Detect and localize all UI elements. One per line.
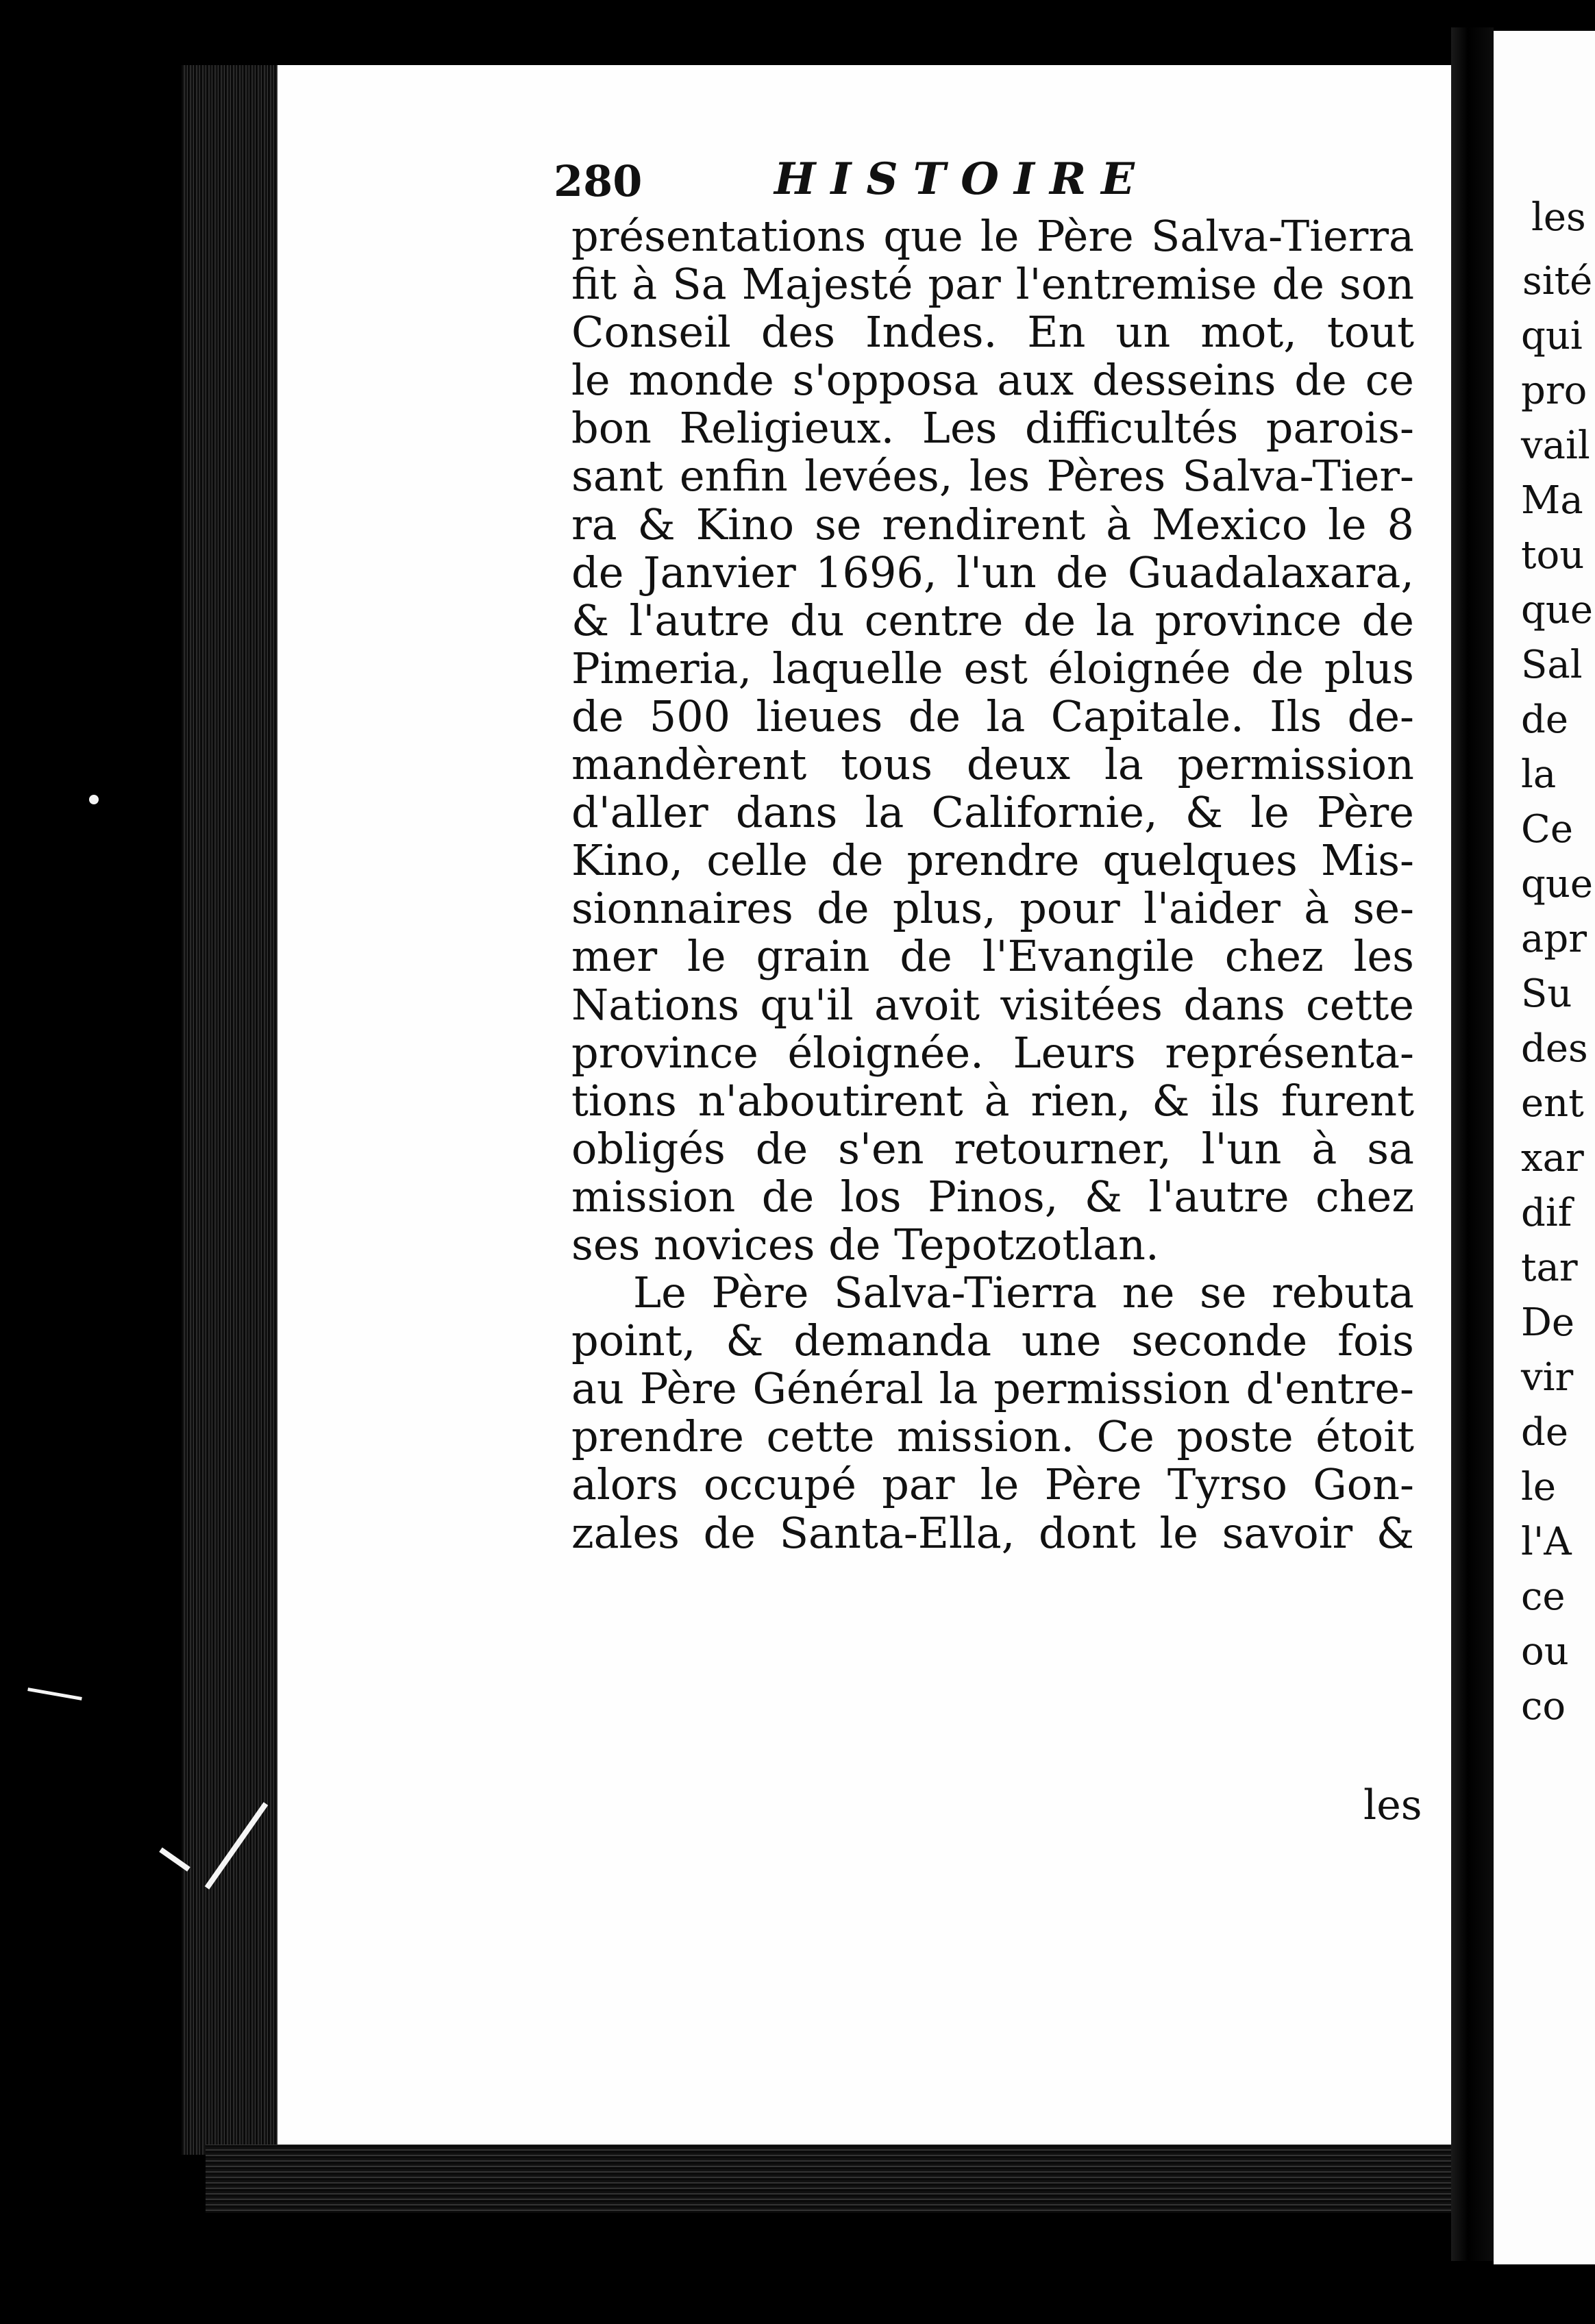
facing-page-fragment: co bbox=[1521, 1684, 1566, 1729]
facing-page-fragment: De bbox=[1521, 1300, 1575, 1345]
text-line: mandèrent tous deux la permission bbox=[571, 739, 1414, 790]
book-gutter bbox=[1451, 27, 1494, 2261]
facing-page-fragment: de bbox=[1521, 1410, 1568, 1455]
facing-page-fragment: que bbox=[1521, 862, 1594, 906]
catchword: les bbox=[1363, 1781, 1422, 1829]
text-line: Kino, celle de prendre quelques Mis- bbox=[571, 835, 1414, 886]
facing-page-fragment: tar bbox=[1521, 1246, 1578, 1290]
text-line: province éloignée. Leurs représenta- bbox=[571, 1027, 1414, 1078]
text-line: mission de los Pinos, & l'autre chez bbox=[571, 1171, 1414, 1222]
facing-page-fragment: que bbox=[1521, 588, 1594, 632]
facing-page-fragment: l'A bbox=[1521, 1520, 1572, 1564]
text-line: le monde s'opposa aux desseins de ce bbox=[571, 355, 1414, 406]
text-line: tions n'aboutirent à rien, & ils furent bbox=[571, 1075, 1414, 1126]
facing-page-fragment: dif bbox=[1521, 1191, 1572, 1235]
facing-page-fragment: le bbox=[1521, 1465, 1557, 1509]
facing-page-fragment: pro bbox=[1521, 369, 1587, 413]
body-text bbox=[571, 212, 1414, 1557]
facing-page-fragment: sité bbox=[1522, 259, 1593, 304]
text-line: Le Père Salva-Tierra ne se rebuta bbox=[633, 1268, 1414, 1318]
text-line: prendre cette mission. Ce poste étoit bbox=[571, 1411, 1414, 1462]
facing-page-fragment: Sal bbox=[1521, 643, 1583, 687]
text-line: Conseil des Indes. En un mot, tout bbox=[571, 307, 1414, 358]
facing-page-fragment: la bbox=[1521, 752, 1557, 797]
text-line: ra & Kino se rendirent à Mexico le 8 bbox=[571, 499, 1414, 549]
text-line: point, & demanda une seconde fois bbox=[571, 1315, 1414, 1366]
facing-page-fragment: tou bbox=[1521, 533, 1585, 578]
facing-page-fragment: vail bbox=[1521, 423, 1590, 468]
facing-page-fragment: des bbox=[1521, 1026, 1588, 1071]
scan-artifact bbox=[89, 795, 99, 804]
facing-page-fragment: Ma bbox=[1521, 478, 1583, 523]
text-line: zales de Santa-Ella, dont le savoir & bbox=[571, 1507, 1414, 1558]
page-number: 280 bbox=[554, 156, 643, 206]
book-bottom-edge bbox=[206, 2144, 1452, 2213]
text-line: de Janvier 1696, l'un de Guadalaxara, bbox=[571, 547, 1414, 597]
text-line: de 500 lieues de la Capitale. Ils de- bbox=[571, 691, 1414, 741]
text-line: obligés de s'en retourner, l'un à sa bbox=[571, 1123, 1414, 1174]
facing-page-fragment: ent bbox=[1521, 1081, 1584, 1126]
facing-page-fragment: de bbox=[1521, 697, 1568, 742]
facing-page-fragment: qui bbox=[1521, 314, 1583, 358]
text-line: sionnaires de plus, pour l'aider à se- bbox=[571, 883, 1414, 934]
text-line: d'aller dans la Californie, & le Père bbox=[571, 787, 1414, 838]
text-line: sant enfin levées, les Pères Salva-Tier- bbox=[571, 451, 1414, 502]
facing-page-fragment: vir bbox=[1521, 1355, 1574, 1400]
text-line: mer le grain de l'Evangile chez les bbox=[571, 931, 1414, 982]
text-line: présentations que le Père Salva-Tierra bbox=[571, 211, 1414, 261]
facing-page-fragment: les bbox=[1531, 195, 1586, 240]
text-line: ses novices de Tepotzotlan. bbox=[571, 1219, 1159, 1270]
facing-page-fragment: ce bbox=[1521, 1574, 1566, 1619]
facing-page-fragment: ou bbox=[1521, 1629, 1569, 1674]
facing-page-fragment: apr bbox=[1521, 917, 1587, 961]
text-line: bon Religieux. Les difficultés parois- bbox=[571, 403, 1414, 454]
text-line: Pimeria, laquelle est éloignée de plus bbox=[571, 643, 1414, 693]
text-line: alors occupé par le Père Tyrso Gon- bbox=[571, 1459, 1414, 1510]
running-title: HISTOIRE bbox=[774, 153, 1150, 205]
book-fore-edge bbox=[182, 65, 277, 2155]
text-line: au Père Général la permission d'entre- bbox=[571, 1363, 1414, 1414]
text-line: & l'autre du centre de la province de bbox=[571, 595, 1414, 645]
facing-page-fragment: Ce bbox=[1521, 807, 1573, 852]
facing-page-fragment: xar bbox=[1521, 1136, 1584, 1180]
text-line: fit à Sa Majesté par l'entremise de son bbox=[571, 259, 1414, 310]
text-line: Nations qu'il avoit visitées dans cette bbox=[571, 979, 1414, 1030]
facing-page bbox=[1494, 31, 1595, 2264]
facing-page-fragment: Su bbox=[1521, 972, 1572, 1016]
